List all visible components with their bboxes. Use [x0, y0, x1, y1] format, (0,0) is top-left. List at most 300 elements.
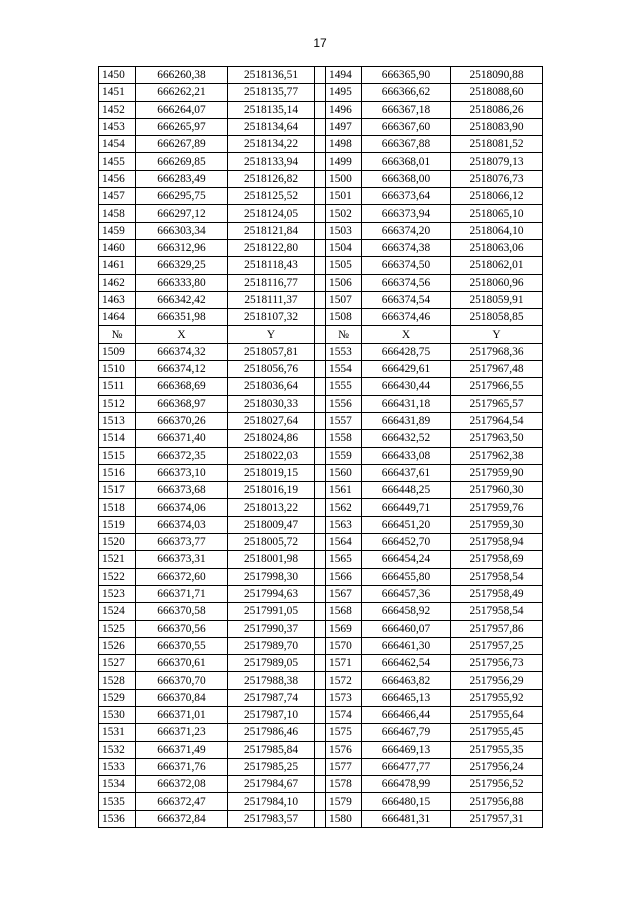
- table-cell: 1569: [326, 620, 362, 637]
- table-cell: 666370,55: [136, 637, 228, 654]
- table-cell: 1500: [326, 170, 362, 187]
- table-cell: 1532: [99, 741, 136, 758]
- column-gap: [315, 706, 326, 723]
- table-cell: 666374,38: [362, 239, 451, 256]
- table-cell: 1559: [326, 447, 362, 464]
- table-cell: 2518134,64: [228, 118, 315, 135]
- table-cell: 2517959,90: [451, 464, 543, 481]
- table-cell: 2517991,05: [228, 603, 315, 620]
- column-gap: [315, 793, 326, 810]
- table-cell: 1526: [99, 637, 136, 654]
- table-row: [99, 672, 543, 689]
- table-row: [99, 499, 543, 516]
- table-cell: 2517958,49: [451, 585, 543, 602]
- table-cell: 2518005,72: [228, 534, 315, 551]
- table-cell: 2518086,26: [451, 101, 543, 118]
- table-row: [99, 188, 543, 205]
- table-cell: 2517956,73: [451, 655, 543, 672]
- table-row: [99, 84, 543, 101]
- table-cell: 2518133,94: [228, 153, 315, 170]
- table-cell: 1556: [326, 395, 362, 412]
- table-cell: 666368,00: [362, 170, 451, 187]
- table-cell: 666432,52: [362, 430, 451, 447]
- table-row: [99, 793, 543, 810]
- table-cell: 2517987,10: [228, 706, 315, 723]
- table-cell: 666333,80: [136, 274, 228, 291]
- table-cell: 666312,96: [136, 239, 228, 256]
- table-cell: 2518022,03: [228, 447, 315, 464]
- table-cell: 2518064,10: [451, 222, 543, 239]
- table-cell: 2517963,50: [451, 430, 543, 447]
- column-gap: [315, 84, 326, 101]
- table-cell: 666365,90: [362, 67, 451, 84]
- table-cell: 1530: [99, 706, 136, 723]
- table-cell: 1563: [326, 516, 362, 533]
- table-cell: 2518079,13: [451, 153, 543, 170]
- table-cell: 1507: [326, 291, 362, 308]
- column-gap: [315, 188, 326, 205]
- table-row: [99, 637, 543, 654]
- table-cell: 666374,06: [136, 499, 228, 516]
- table-cell: 2517985,84: [228, 741, 315, 758]
- table-cell: 1510: [99, 361, 136, 378]
- table-cell: 1519: [99, 516, 136, 533]
- table-cell: 1555: [326, 378, 362, 395]
- column-gap: [315, 741, 326, 758]
- table-cell: 2517990,37: [228, 620, 315, 637]
- table-cell: 2517957,31: [451, 810, 543, 827]
- column-gap: [315, 758, 326, 775]
- table-cell: 666367,18: [362, 101, 451, 118]
- table-cell: 666372,47: [136, 793, 228, 810]
- column-gap: [315, 585, 326, 602]
- table-cell: 666481,31: [362, 810, 451, 827]
- table-cell: 666371,71: [136, 585, 228, 602]
- table-cell: 666374,46: [362, 309, 451, 326]
- table-cell: 2518081,52: [451, 136, 543, 153]
- table-cell: 2517989,05: [228, 655, 315, 672]
- table-cell: 1533: [99, 758, 136, 775]
- table-cell: 2518126,82: [228, 170, 315, 187]
- table-cell: 1524: [99, 603, 136, 620]
- table-cell: 2517989,70: [228, 637, 315, 654]
- table-cell: 1458: [99, 205, 136, 222]
- table-cell: 666264,07: [136, 101, 228, 118]
- table-cell: 666269,85: [136, 153, 228, 170]
- column-gap: [315, 516, 326, 533]
- table-cell: 666429,61: [362, 361, 451, 378]
- table-cell: 1576: [326, 741, 362, 758]
- table-cell: 2517966,55: [451, 378, 543, 395]
- table-cell: 2518056,76: [228, 361, 315, 378]
- table-cell: 2518076,73: [451, 170, 543, 187]
- table-cell: 2518088,60: [451, 84, 543, 101]
- table-cell: 666373,10: [136, 464, 228, 481]
- table-cell: 2517967,48: [451, 361, 543, 378]
- table-cell: 1512: [99, 395, 136, 412]
- table-cell: 666329,25: [136, 257, 228, 274]
- table-row: [99, 222, 543, 239]
- table-row: [99, 534, 543, 551]
- column-gap: [315, 326, 326, 343]
- table-cell: 1527: [99, 655, 136, 672]
- table-row: [99, 620, 543, 637]
- table-row: [99, 118, 543, 135]
- table-cell: 2518001,98: [228, 551, 315, 568]
- table-cell: 2518066,12: [451, 188, 543, 205]
- table-cell: 666374,20: [362, 222, 451, 239]
- table-row: [99, 170, 543, 187]
- table-cell: 666466,44: [362, 706, 451, 723]
- column-gap: [315, 534, 326, 551]
- table-cell: 2517962,38: [451, 447, 543, 464]
- table-cell: 666374,32: [136, 343, 228, 360]
- table-cell: 666461,30: [362, 637, 451, 654]
- table-cell: 2518016,19: [228, 482, 315, 499]
- table-cell: 666371,01: [136, 706, 228, 723]
- table-cell: 666454,24: [362, 551, 451, 568]
- table-cell: 666265,97: [136, 118, 228, 135]
- table-row: [99, 516, 543, 533]
- table-cell: 1577: [326, 758, 362, 775]
- table-row: [99, 378, 543, 395]
- table-cell: 2518036,64: [228, 378, 315, 395]
- table-cell: 2518009,47: [228, 516, 315, 533]
- table-cell: 2517968,36: [451, 343, 543, 360]
- table-cell: 666262,21: [136, 84, 228, 101]
- column-gap: [315, 637, 326, 654]
- table-cell: 666366,62: [362, 84, 451, 101]
- column-gap: [315, 551, 326, 568]
- table-cell: 1463: [99, 291, 136, 308]
- table-cell: 1506: [326, 274, 362, 291]
- table-row: [99, 482, 543, 499]
- page-number: 17: [313, 36, 327, 50]
- table-cell: 1513: [99, 412, 136, 429]
- header-cell: Y: [451, 326, 543, 343]
- table-cell: 666374,54: [362, 291, 451, 308]
- table-cell: 1495: [326, 84, 362, 101]
- table-cell: 2517955,45: [451, 724, 543, 741]
- table-cell: 1536: [99, 810, 136, 827]
- table-row: [99, 585, 543, 602]
- table-cell: 1557: [326, 412, 362, 429]
- column-gap: [315, 274, 326, 291]
- table-row: [99, 810, 543, 827]
- table-row: [99, 741, 543, 758]
- table-cell: 1523: [99, 585, 136, 602]
- table-cell: 666267,89: [136, 136, 228, 153]
- column-gap: [315, 205, 326, 222]
- table-cell: 666374,03: [136, 516, 228, 533]
- column-gap: [315, 239, 326, 256]
- table-cell: 2518111,37: [228, 291, 315, 308]
- table-cell: 2518065,10: [451, 205, 543, 222]
- table-cell: 1572: [326, 672, 362, 689]
- table-cell: 666370,70: [136, 672, 228, 689]
- table-cell: 2517956,29: [451, 672, 543, 689]
- table-cell: 666458,92: [362, 603, 451, 620]
- table-cell: 1565: [326, 551, 362, 568]
- table-cell: 1554: [326, 361, 362, 378]
- table-cell: 666463,82: [362, 672, 451, 689]
- table-cell: 1574: [326, 706, 362, 723]
- table-cell: 1525: [99, 620, 136, 637]
- column-gap: [315, 361, 326, 378]
- table-cell: 2517965,57: [451, 395, 543, 412]
- column-gap: [315, 309, 326, 326]
- table-cell: 2518059,91: [451, 291, 543, 308]
- table-cell: 1561: [326, 482, 362, 499]
- column-gap: [315, 291, 326, 308]
- table-cell: 666373,64: [362, 188, 451, 205]
- table-cell: 1496: [326, 101, 362, 118]
- table-cell: 666370,26: [136, 412, 228, 429]
- table-cell: 2517988,38: [228, 672, 315, 689]
- table-cell: 2518030,33: [228, 395, 315, 412]
- table-cell: 2518135,77: [228, 84, 315, 101]
- table-cell: 1580: [326, 810, 362, 827]
- column-gap: [315, 724, 326, 741]
- table-cell: 2517956,88: [451, 793, 543, 810]
- column-gap: [315, 482, 326, 499]
- column-gap: [315, 222, 326, 239]
- table-cell: 1508: [326, 309, 362, 326]
- column-gap: [315, 118, 326, 135]
- table-cell: 666451,20: [362, 516, 451, 533]
- table-row: [99, 464, 543, 481]
- table-cell: 666433,08: [362, 447, 451, 464]
- table-cell: 666431,18: [362, 395, 451, 412]
- column-gap: [315, 67, 326, 84]
- table-cell: 666368,01: [362, 153, 451, 170]
- table-row: [99, 101, 543, 118]
- column-gap: [315, 136, 326, 153]
- column-gap: [315, 776, 326, 793]
- table-row: [99, 603, 543, 620]
- table-cell: 1579: [326, 793, 362, 810]
- table-row: [99, 655, 543, 672]
- table-cell: 1450: [99, 67, 136, 84]
- table-cell: 2517957,86: [451, 620, 543, 637]
- table-cell: 2518124,05: [228, 205, 315, 222]
- table-header-row: [99, 326, 543, 343]
- table-cell: 666370,56: [136, 620, 228, 637]
- table-cell: 2517958,69: [451, 551, 543, 568]
- table-cell: 666372,84: [136, 810, 228, 827]
- table-row: [99, 412, 543, 429]
- table-row: [99, 274, 543, 291]
- table-cell: 666431,89: [362, 412, 451, 429]
- table-row: [99, 430, 543, 447]
- table-cell: 666374,56: [362, 274, 451, 291]
- table-cell: 1516: [99, 464, 136, 481]
- table-cell: 666371,23: [136, 724, 228, 741]
- table-cell: 1567: [326, 585, 362, 602]
- table-cell: 666295,75: [136, 188, 228, 205]
- table-cell: 1505: [326, 257, 362, 274]
- table-cell: 2517994,63: [228, 585, 315, 602]
- table-cell: 1456: [99, 170, 136, 187]
- table-cell: 1514: [99, 430, 136, 447]
- table-cell: 1522: [99, 568, 136, 585]
- column-gap: [315, 689, 326, 706]
- table-cell: 1566: [326, 568, 362, 585]
- table-cell: 1531: [99, 724, 136, 741]
- table-cell: 2517984,67: [228, 776, 315, 793]
- table-cell: 2518090,88: [451, 67, 543, 84]
- table-row: [99, 205, 543, 222]
- table-row: [99, 395, 543, 412]
- table-row: [99, 343, 543, 360]
- table-cell: 2518024,86: [228, 430, 315, 447]
- table-cell: 1562: [326, 499, 362, 516]
- column-gap: [315, 464, 326, 481]
- column-gap: [315, 170, 326, 187]
- table-cell: 666370,84: [136, 689, 228, 706]
- column-gap: [315, 430, 326, 447]
- coordinates-table: [98, 66, 543, 828]
- table-cell: 666452,70: [362, 534, 451, 551]
- table-cell: 666303,34: [136, 222, 228, 239]
- table-cell: 1535: [99, 793, 136, 810]
- table-cell: 2517955,64: [451, 706, 543, 723]
- table-cell: 666370,58: [136, 603, 228, 620]
- table-cell: 1518: [99, 499, 136, 516]
- table-cell: 1461: [99, 257, 136, 274]
- table-cell: 2518125,52: [228, 188, 315, 205]
- column-gap: [315, 603, 326, 620]
- table-cell: 666371,49: [136, 741, 228, 758]
- table-cell: 1499: [326, 153, 362, 170]
- table-row: [99, 758, 543, 775]
- header-cell: X: [136, 326, 228, 343]
- table-cell: 2517964,54: [451, 412, 543, 429]
- table-cell: 2518118,43: [228, 257, 315, 274]
- table-cell: 666437,61: [362, 464, 451, 481]
- table-cell: 1453: [99, 118, 136, 135]
- table-cell: 666455,80: [362, 568, 451, 585]
- table-cell: 1509: [99, 343, 136, 360]
- header-cell: №: [99, 326, 136, 343]
- table-cell: 1503: [326, 222, 362, 239]
- table-cell: 1511: [99, 378, 136, 395]
- column-gap: [315, 672, 326, 689]
- table-cell: 666430,44: [362, 378, 451, 395]
- table-cell: 1460: [99, 239, 136, 256]
- table-cell: 666373,31: [136, 551, 228, 568]
- table-cell: 2517956,24: [451, 758, 543, 775]
- table-cell: 2517958,54: [451, 603, 543, 620]
- column-gap: [315, 153, 326, 170]
- table-row: [99, 257, 543, 274]
- table-cell: 666368,69: [136, 378, 228, 395]
- coordinates-table-body: [99, 67, 543, 828]
- table-cell: 2517986,46: [228, 724, 315, 741]
- table-cell: 1464: [99, 309, 136, 326]
- table-cell: 666351,98: [136, 309, 228, 326]
- table-cell: 666342,42: [136, 291, 228, 308]
- table-row: [99, 309, 543, 326]
- column-gap: [315, 343, 326, 360]
- table-row: [99, 551, 543, 568]
- column-gap: [315, 568, 326, 585]
- table-cell: 1504: [326, 239, 362, 256]
- table-cell: 666374,50: [362, 257, 451, 274]
- table-cell: 2517983,57: [228, 810, 315, 827]
- header-cell: №: [326, 326, 362, 343]
- table-cell: 1497: [326, 118, 362, 135]
- column-gap: [315, 655, 326, 672]
- header-cell: X: [362, 326, 451, 343]
- table-row: [99, 361, 543, 378]
- table-cell: 666373,94: [362, 205, 451, 222]
- table-cell: 666467,79: [362, 724, 451, 741]
- table-cell: 2517998,30: [228, 568, 315, 585]
- table-cell: 1462: [99, 274, 136, 291]
- table-cell: 666372,08: [136, 776, 228, 793]
- column-gap: [315, 412, 326, 429]
- table-cell: 2517984,10: [228, 793, 315, 810]
- table-cell: 1553: [326, 343, 362, 360]
- table-cell: 2517959,76: [451, 499, 543, 516]
- table-cell: 2517957,25: [451, 637, 543, 654]
- table-cell: 1455: [99, 153, 136, 170]
- column-gap: [315, 810, 326, 827]
- table-cell: 2518107,32: [228, 309, 315, 326]
- table-cell: 1502: [326, 205, 362, 222]
- table-cell: 666372,35: [136, 447, 228, 464]
- table-cell: 1498: [326, 136, 362, 153]
- table-cell: 1459: [99, 222, 136, 239]
- column-gap: [315, 499, 326, 516]
- table-cell: 666465,13: [362, 689, 451, 706]
- table-cell: 666367,60: [362, 118, 451, 135]
- table-cell: 666460,07: [362, 620, 451, 637]
- table-cell: 2518122,80: [228, 239, 315, 256]
- table-cell: 666371,76: [136, 758, 228, 775]
- table-cell: 2517955,92: [451, 689, 543, 706]
- table-cell: 1521: [99, 551, 136, 568]
- table-cell: 666371,40: [136, 430, 228, 447]
- table-cell: 666462,54: [362, 655, 451, 672]
- table-cell: 666480,15: [362, 793, 451, 810]
- table-cell: 666449,71: [362, 499, 451, 516]
- table-cell: 1564: [326, 534, 362, 551]
- table-cell: 666372,60: [136, 568, 228, 585]
- table-cell: 666428,75: [362, 343, 451, 360]
- table-cell: 1520: [99, 534, 136, 551]
- table-cell: 2518057,81: [228, 343, 315, 360]
- table-cell: 2518136,51: [228, 67, 315, 84]
- table-cell: 666374,12: [136, 361, 228, 378]
- table-cell: 666283,49: [136, 170, 228, 187]
- table-cell: 1570: [326, 637, 362, 654]
- table-cell: 2517958,94: [451, 534, 543, 551]
- table-cell: 2517987,74: [228, 689, 315, 706]
- table-cell: 2518063,06: [451, 239, 543, 256]
- column-gap: [315, 378, 326, 395]
- table-row: [99, 291, 543, 308]
- table-cell: 2517959,30: [451, 516, 543, 533]
- table-cell: 2518134,22: [228, 136, 315, 153]
- table-cell: 666448,25: [362, 482, 451, 499]
- table-cell: 666477,77: [362, 758, 451, 775]
- table-cell: 1568: [326, 603, 362, 620]
- table-cell: 1560: [326, 464, 362, 481]
- table-cell: 2518058,85: [451, 309, 543, 326]
- table-cell: 666373,68: [136, 482, 228, 499]
